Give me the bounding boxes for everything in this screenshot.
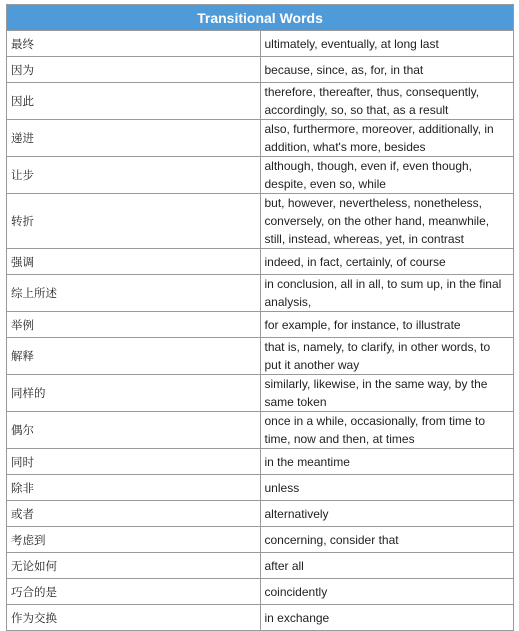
table-row	[7, 157, 514, 194]
category-cell: 偶尔	[7, 412, 261, 449]
category-cell: 同样的	[7, 375, 261, 412]
words-cell: in exchange	[260, 605, 514, 631]
words-cell: in the meantime	[260, 449, 514, 475]
words-cell: after all	[260, 553, 514, 579]
table-row	[7, 275, 514, 312]
table-row	[7, 553, 514, 579]
table-header-row	[7, 5, 514, 31]
category-cell: 因为	[7, 57, 261, 83]
table-row	[7, 527, 514, 553]
words-cell: unless	[260, 475, 514, 501]
words-cell: although, though, even if, even though, despite, even so, while	[260, 157, 514, 194]
words-cell: coincidently	[260, 579, 514, 605]
table-title: Transitional Words	[7, 5, 514, 31]
words-cell: once in a while, occasionally, from time to time, now and then, at times	[260, 412, 514, 449]
category-cell: 作为交换	[7, 605, 261, 631]
words-cell: alternatively	[260, 501, 514, 527]
category-cell: 因此	[7, 83, 261, 120]
table-row	[7, 449, 514, 475]
category-cell: 同时	[7, 449, 261, 475]
table-row	[7, 249, 514, 275]
category-cell: 强调	[7, 249, 261, 275]
words-cell: in conclusion, all in all, to sum up, in the final analysis,	[260, 275, 514, 312]
words-cell: indeed, in fact, certainly, of course	[260, 249, 514, 275]
words-cell: because, since, as, for, in that	[260, 57, 514, 83]
table-row	[7, 501, 514, 527]
table-row	[7, 120, 514, 157]
words-cell: also, furthermore, moreover, additionally, in addition, what's more, besides	[260, 120, 514, 157]
words-cell: similarly, likewise, in the same way, by the same token	[260, 375, 514, 412]
table-row	[7, 605, 514, 631]
table-row	[7, 338, 514, 375]
category-cell: 综上所述	[7, 275, 261, 312]
category-cell: 最终	[7, 31, 261, 57]
category-cell: 除非	[7, 475, 261, 501]
words-cell: therefore, thereafter, thus, consequently, accordingly, so, so that, as a result	[260, 83, 514, 120]
table-row	[7, 83, 514, 120]
table-row	[7, 412, 514, 449]
transitional-words-table-container	[6, 4, 514, 631]
table-row	[7, 475, 514, 501]
words-cell: ultimately, eventually, at long last	[260, 31, 514, 57]
category-cell: 无论如何	[7, 553, 261, 579]
category-cell: 举例	[7, 312, 261, 338]
category-cell: 考虑到	[7, 527, 261, 553]
category-cell: 让步	[7, 157, 261, 194]
words-cell: but, however, nevertheless, nonetheless, conversely, on the other hand, meanwhile, still, instead, whereas, yet, in contrast	[260, 194, 514, 249]
category-cell: 转折	[7, 194, 261, 249]
table-row	[7, 579, 514, 605]
words-cell: concerning, consider that	[260, 527, 514, 553]
transitional-words-table	[6, 4, 514, 631]
words-cell: for example, for instance, to illustrate	[260, 312, 514, 338]
category-cell: 解释	[7, 338, 261, 375]
category-cell: 递进	[7, 120, 261, 157]
category-cell: 或者	[7, 501, 261, 527]
table-row	[7, 194, 514, 249]
table-row	[7, 312, 514, 338]
category-cell: 巧合的是	[7, 579, 261, 605]
words-cell: that is, namely, to clarify, in other words, to put it another way	[260, 338, 514, 375]
table-row	[7, 31, 514, 57]
table-row	[7, 375, 514, 412]
table-row	[7, 57, 514, 83]
